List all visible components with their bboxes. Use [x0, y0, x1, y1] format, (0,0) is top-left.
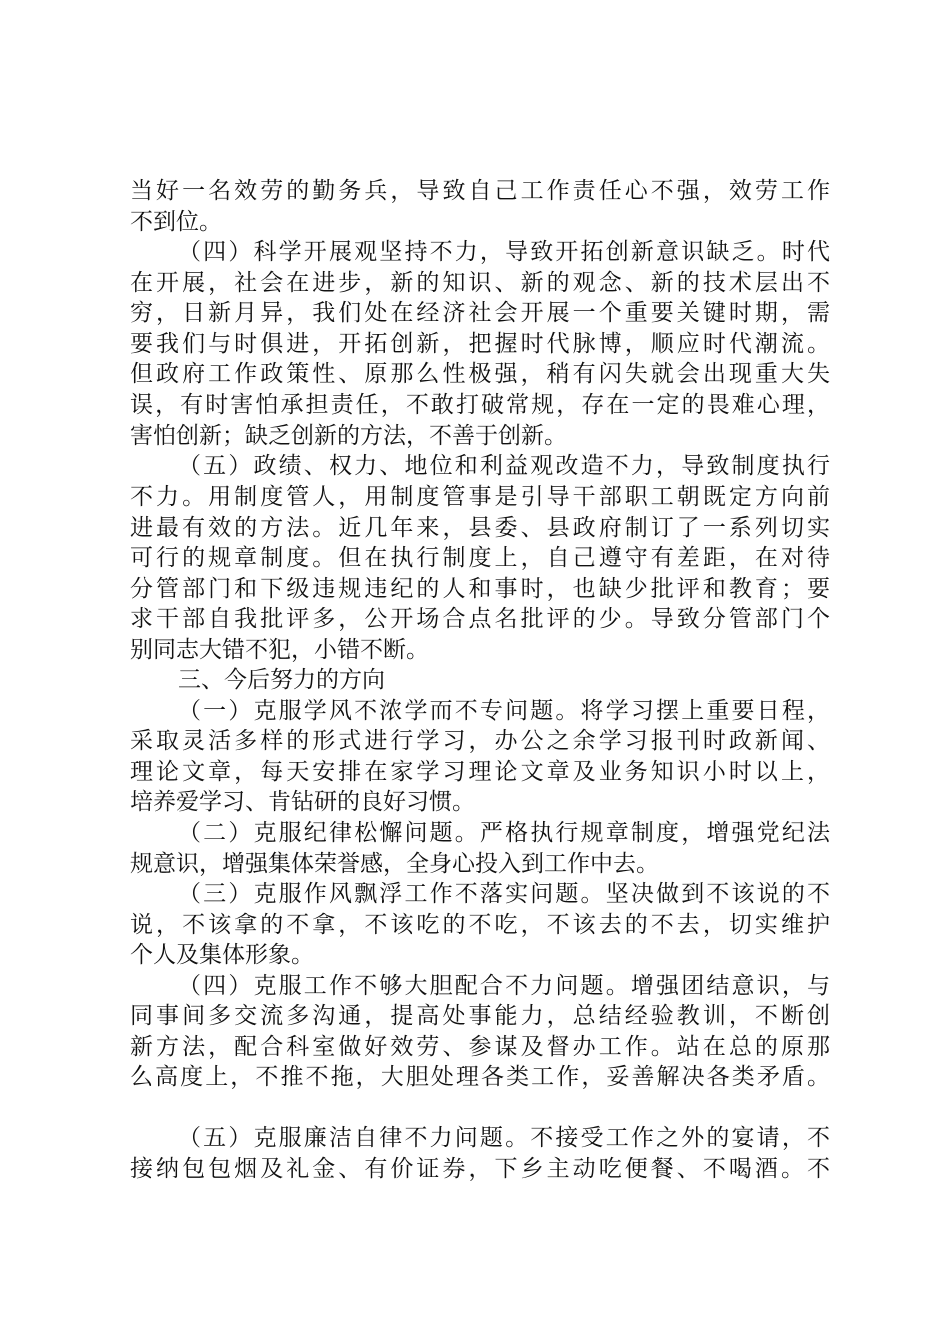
text-line: 么高度上，不推不拖，大胆处理各类工作，妥善解决各类矛盾。	[130, 1064, 830, 1090]
text-line: 当好一名效劳的勤务兵，导致自己工作责任心不强，效劳工作	[130, 178, 830, 204]
text-line: （五）政绩、权力、地位和利益观改造不力，导致制度执行	[178, 453, 830, 479]
text-line: 理论文章，每天安排在家学习理论文章及业务知识小时以上，	[130, 759, 830, 785]
text-line: 进最有效的方法。近几年来，县委、县政府制订了一系列切实	[130, 515, 830, 541]
text-line: 害怕创新；缺乏创新的方法，不善于创新。	[130, 423, 567, 449]
text-line: 说，不该拿的不拿，不该吃的不吃，不该去的不去，切实维护	[130, 912, 830, 938]
text-line: 不力。用制度管人，用制度管事是引导干部职工朝既定方向前	[130, 484, 830, 510]
text-line: 新方法，配合科室做好效劳、参谋及督办工作。站在总的原那	[130, 1034, 830, 1060]
text-line: 可行的规章制度。但在执行制度上，自己遵守有差距，在对待	[130, 545, 830, 571]
text-line: 采取灵活多样的形式进行学习，办公之余学习报刊时政新闻、	[130, 728, 830, 754]
text-line: 个人及集体形象。	[130, 942, 314, 968]
text-line: 接纳包包烟及礼金、有价证券，下乡主动吃便餐、不喝酒。不	[130, 1156, 830, 1182]
text-line: （三）克服作风飘浮工作不落实问题。坚决做到不该说的不	[178, 881, 830, 907]
text-line: （四）科学开展观坚持不力，导致开拓创新意识缺乏。时代	[178, 239, 830, 265]
text-line: 但政府工作政策性、原那么性极强，稍有闪失就会出现重大失	[130, 361, 830, 387]
text-line: 培养爱学习、肯钻研的良好习惯。	[130, 789, 475, 815]
text-line: （二）克服纪律松懈问题。严格执行规章制度，增强党纪法	[178, 820, 830, 846]
text-line: 别同志大错不犯，小错不断。	[130, 637, 429, 663]
text-line: 在开展，社会在进步，新的知识、新的观念、新的技术层出不	[130, 270, 830, 296]
text-line: 同事间多交流多沟通，提高处事能力，总结经验教训，不断创	[130, 1003, 830, 1029]
text-line: 求干部自我批评多，公开场合点名批评的少。导致分管部门个	[130, 606, 830, 632]
text-line: （五）克服廉洁自律不力问题。不接受工作之外的宴请，不	[178, 1125, 830, 1151]
text-line: 不到位。	[130, 209, 222, 235]
text-line: 分管部门和下级违规违纪的人和事时，也缺少批评和教育；要	[130, 576, 830, 602]
text-line: （四）克服工作不够大胆配合不力问题。增强团结意识，与	[178, 973, 830, 999]
text-line: 规意识，增强集体荣誉感，全身心投入到工作中去。	[130, 851, 659, 877]
text-line: （一）克服学风不浓学而不专问题。将学习摆上重要日程，	[178, 698, 830, 724]
section-heading: 三、今后努力的方向	[178, 667, 385, 693]
text-line: 要我们与时俱进，开拓创新，把握时代脉博，顺应时代潮流。	[130, 331, 830, 357]
text-line: 误，有时害怕承担责任，不敢打破常规，存在一定的畏难心理，	[130, 392, 830, 418]
text-line: 穷，日新月异，我们处在经济社会开展一个重要关键时期，需	[130, 300, 830, 326]
